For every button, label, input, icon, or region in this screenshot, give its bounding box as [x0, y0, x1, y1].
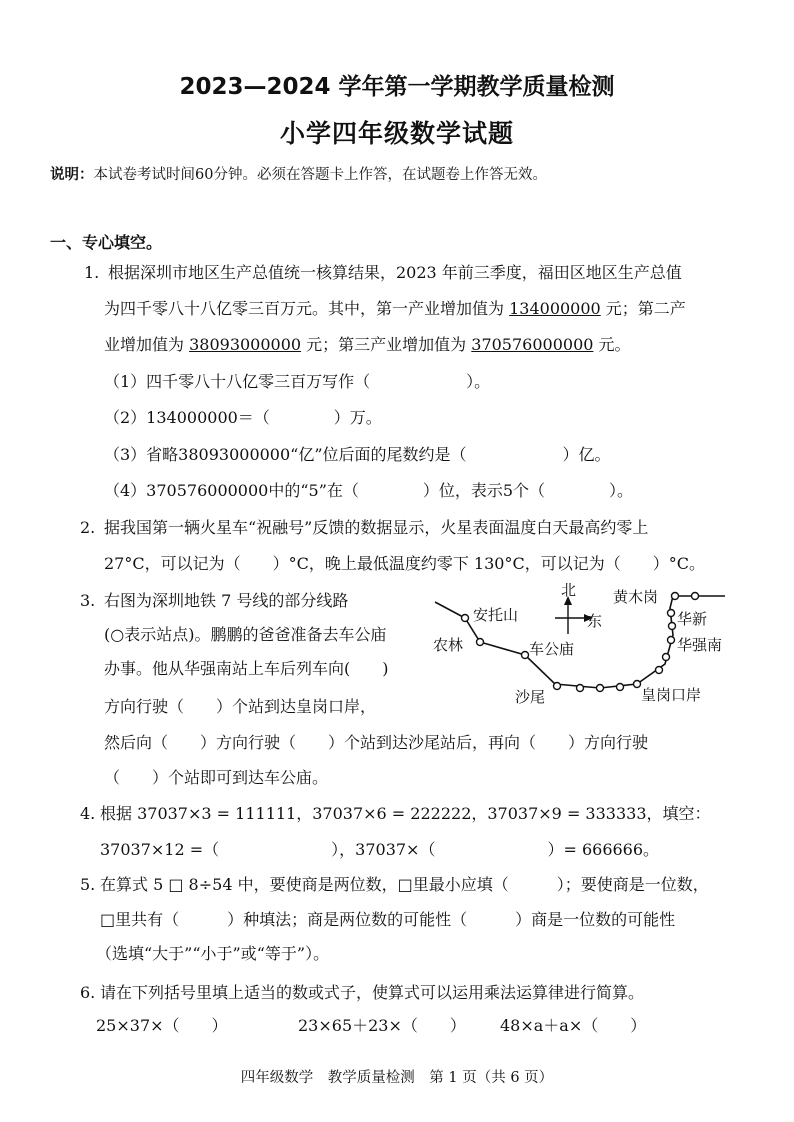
compass-east-label: 东 — [587, 612, 603, 630]
label-che-gong-miao: 车公庙 — [529, 640, 575, 658]
station-unnamed-2 — [597, 685, 604, 692]
station-unnamed-7 — [692, 593, 699, 600]
q1-value1: 134000000 — [509, 299, 601, 318]
exam-instructions — [50, 163, 547, 184]
label-nong-lin: 农林 — [433, 636, 464, 654]
station-huang-mu-gang — [672, 593, 679, 600]
label-hua-qiang-nan: 华强南 — [677, 636, 723, 654]
q1-value3: 370576000000 — [471, 335, 594, 354]
q1-line3-a: 业增加值为 — [104, 335, 190, 354]
q6-expr3: 48×a＋a×（ ） — [500, 1016, 647, 1035]
station-che-gong-miao — [522, 652, 529, 659]
station-nong-lin — [477, 639, 484, 646]
q1-sub3: （3）省略38093000000“亿”位后面的尾数约是（ ）亿。 — [104, 445, 611, 464]
q5-line3: （选填“大于”“小于”或“等于”）。 — [96, 944, 330, 963]
q6-number: 6. — [80, 983, 96, 1002]
q3-line3: 办事。他从华强南站上车后列车向( ) — [104, 659, 389, 678]
q5-line2: □里共有（ ）种填法；商是两位数的可能性（ ）商是一位数的可能性 — [100, 910, 676, 929]
q1-sub1: （1）四千零八十八亿零三百万写作（ ）。 — [104, 372, 491, 391]
station-unnamed-4 — [656, 667, 663, 674]
q1-line2 — [104, 299, 686, 319]
station-unnamed-6 — [669, 623, 676, 630]
station-hua-xin — [668, 610, 675, 617]
q4-line1: 根据 37037×3 = 111111，37037×6 = 222222，37037×9 = 333333，填空： — [100, 804, 711, 823]
label-sha-wei: 沙尾 — [515, 688, 546, 706]
q2-line2: 27°C，可以记为（ ）°C，晚上最低温度约零下 130°C，可以记为（ ）°C。 — [104, 554, 705, 573]
q6-expr1: 25×37×（ ） — [96, 1016, 228, 1035]
q3-line4: 方向行驶（ ）个站到达皇岗口岸， — [104, 697, 377, 716]
exam-title: 2023—2024 学年第一学期教学质量检测 — [179, 74, 615, 100]
metro-line-map — [425, 580, 725, 710]
q6-expr2: 23×65＋23×（ ） — [298, 1016, 466, 1035]
q4-line2: 37037×12 =（ ），37037×（ ）= 666666。 — [100, 840, 660, 859]
station-sha-wei — [554, 683, 561, 690]
exam-subtitle: 小学四年级数学试题 — [279, 119, 514, 148]
q1-line3-b: 元；第三产业增加值为 — [301, 335, 472, 354]
q3-line1: 右图为深圳地铁 7 号线的部分线路 — [104, 591, 349, 610]
station-unnamed-5 — [663, 654, 670, 661]
station-unnamed-1 — [577, 685, 584, 692]
q2-line1: 据我国第一辆火星车“祝融号”反馈的数据显示，火星表面温度白天最高约零上 — [104, 518, 649, 537]
q1-number: 1. — [84, 263, 100, 282]
page-footer: 四年级数学 教学质量检测 第 1 页（共 6 页） — [240, 1070, 554, 1086]
label-huang-gang-kou-an: 皇岗口岸 — [641, 686, 702, 704]
q1-line2-b: 元；第二产 — [600, 299, 686, 318]
station-an-tuo-shan — [462, 615, 469, 622]
label-an-tuo-shan: 安托山 — [473, 606, 519, 624]
label-hua-xin: 华新 — [677, 610, 708, 628]
q2-number: 2. — [80, 518, 96, 537]
station-unnamed-3 — [617, 684, 624, 691]
q3-number: 3. — [80, 591, 96, 610]
q3-line2: (○表示站点)。鹏鹏的爸爸准备去车公庙 — [104, 625, 387, 644]
note-label: 说明： — [50, 166, 94, 183]
q1-sub4: （4）370576000000中的“5”在（ ）位，表示5个（ ）。 — [104, 481, 634, 500]
section-heading: 一、专心填空。 — [50, 233, 163, 252]
station-huang-gang-kou-an — [634, 681, 641, 688]
q1-line1: 根据深圳市地区生产总值统一核算结果，2023 年前三季度，福田区地区生产总值 — [108, 263, 682, 282]
note-text: 本试卷考试时间60分钟。必须在答题卡上作答，在试题卷上作答无效。 — [93, 167, 547, 183]
q3-line5: 然后向（ ）方向行驶（ ）个站到达沙尾站后，再向（ ）方向行驶 — [104, 733, 649, 752]
q1-sub2: （2）134000000＝（ ）万。 — [104, 408, 382, 427]
q4-number: 4. — [80, 804, 96, 823]
q1-value2: 38093000000 — [189, 335, 302, 354]
q1-line3 — [104, 335, 631, 355]
label-huang-mu-gang: 黄木岗 — [613, 588, 659, 606]
q3-line6: （ ）个站即可到达车公庙。 — [104, 768, 329, 787]
q5-line1: 在算式 5 □ 8÷54 中，要使商是两位数，□里最小应填（ ）；要使商是一位数， — [100, 875, 709, 894]
q6-line1: 请在下列括号里填上适当的数或式子，使算式可以运用乘法运算律进行简算。 — [100, 983, 645, 1002]
station-hua-qiang-nan — [668, 637, 675, 644]
q5-number: 5. — [80, 875, 96, 894]
q1-line3-c: 元。 — [593, 335, 631, 354]
compass-north-label: 北 — [561, 581, 577, 599]
q1-line2-a: 为四千零八十八亿零三百万元。其中，第一产业增加值为 — [104, 299, 510, 318]
